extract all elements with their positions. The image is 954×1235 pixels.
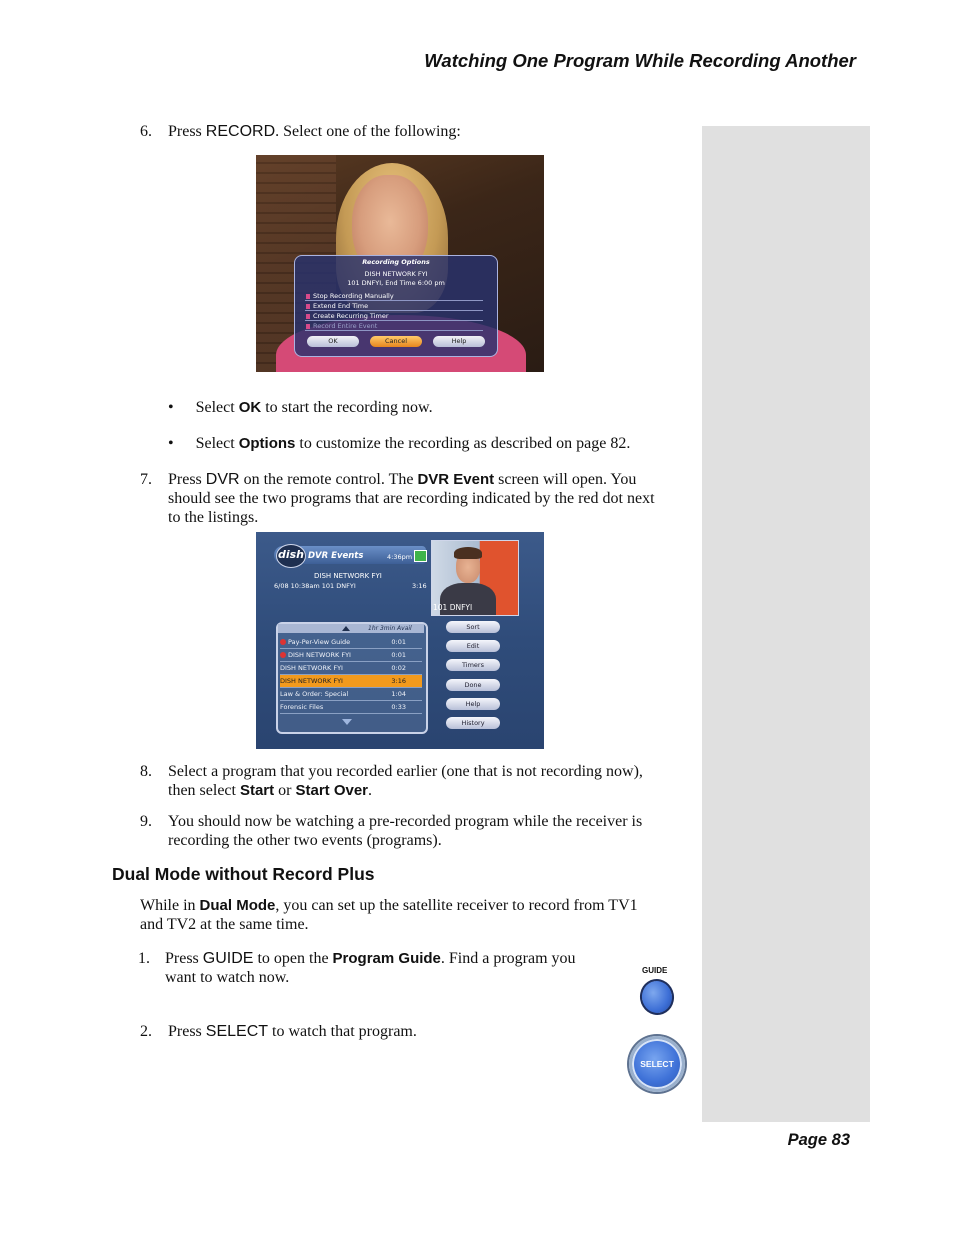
- scroll-down-icon[interactable]: [342, 719, 352, 725]
- dvr-events-screenshot: dish DVR Events 4:36pm DISH NETWORK FYI 6/08 10:38am 101 DNFYI 3:16 101 DNFYI 1hr 3min Avail Pay-Per-View Guide 0:01 DISH NETWORK FYI 0:01 DISH NETWORK FYI 0:02 DISH NETWORK FYI 3:16 Law & Order: Special 1:04 Forensic Files 0:33 Sort Edit Timers Done Help History: [256, 532, 544, 749]
- list-item[interactable]: DISH NETWORK FYI 0:01: [280, 649, 422, 662]
- step-number: 9.: [140, 813, 152, 830]
- step-6: 6. Press RECORD. Select one of the following:: [140, 123, 461, 140]
- guide-button-icon: [637, 976, 677, 1017]
- dual-step-2: 2. Press SELECT to watch that program.: [140, 1023, 417, 1040]
- recording-dot-icon: [280, 639, 286, 645]
- guide-label: GUIDE: [642, 966, 668, 975]
- margin-sidebar: [702, 126, 870, 1122]
- dual-step-1: 1. Press GUIDE to open the Program Guide. Find a program you want to watch now.: [138, 950, 576, 986]
- list-item[interactable]: DISH NETWORK FYI 0:02: [280, 662, 422, 675]
- help-button[interactable]: Help: [433, 336, 485, 347]
- recording-options-screenshot: [256, 155, 544, 372]
- list-item[interactable]: Pay-Per-View Guide 0:01: [280, 636, 422, 649]
- list-item[interactable]: Law & Order: Special 1:04: [280, 688, 422, 701]
- recording-dot-icon: [280, 652, 286, 658]
- help-button[interactable]: Help: [446, 698, 500, 710]
- scroll-up-icon[interactable]: [342, 626, 350, 631]
- list-item-selected[interactable]: DISH NETWORK FYI 3:16: [280, 675, 422, 688]
- dvr-events-title: DVR Events: [308, 551, 364, 561]
- sort-button[interactable]: Sort: [446, 621, 500, 633]
- history-button[interactable]: History: [446, 717, 500, 729]
- bullet-ok: • Select OK to start the recording now.: [168, 399, 433, 416]
- tv-icon: [414, 550, 427, 562]
- section-heading: Dual Mode without Record Plus: [112, 864, 375, 884]
- step-9: 9. You should now be watching a pre-recorded program while the receiver is recording the other two events (programs).: [140, 813, 643, 849]
- step-number: 7.: [140, 471, 152, 488]
- cancel-button[interactable]: Cancel: [370, 336, 422, 347]
- select-button-icon: SELECT: [629, 1036, 685, 1092]
- step-number: 2.: [140, 1023, 152, 1040]
- option-extend-end-time[interactable]: Extend End Time: [305, 302, 483, 311]
- recording-options-dialog: Recording Options DISH NETWORK FYI 101 DNFYI, End Time 6:00 pm Stop Recording Manually Extend End Time Create Recurring Timer Record Entire Event OK Cancel Help: [294, 255, 498, 357]
- dish-logo: dish: [276, 544, 306, 568]
- step-number: 8.: [140, 763, 152, 780]
- clock: 4:36pm: [387, 553, 413, 561]
- option-record-entire-event[interactable]: Record Entire Event: [305, 322, 483, 331]
- option-stop-recording[interactable]: Stop Recording Manually: [305, 292, 483, 301]
- step-8: 8. Select a program that you recorded earlier (one that is not recording now), then select Start or Start Over.: [140, 763, 643, 799]
- done-button[interactable]: Done: [446, 679, 500, 691]
- step-number: 1.: [138, 950, 150, 967]
- option-create-recurring-timer[interactable]: Create Recurring Timer: [305, 312, 483, 321]
- ok-button[interactable]: OK: [307, 336, 359, 347]
- step-number: 6.: [140, 123, 152, 140]
- timers-button[interactable]: Timers: [446, 659, 500, 671]
- bullet-options: • Select Options to customize the recording as described on page 82.: [168, 435, 631, 452]
- list-item[interactable]: Forensic Files 0:33: [280, 701, 422, 714]
- edit-button[interactable]: Edit: [446, 640, 500, 652]
- key-record: RECORD: [205, 123, 276, 140]
- section-intro: While in Dual Mode, you can set up the satellite receiver to record from TV1 and TV2 at the same time.: [140, 897, 638, 933]
- step-7: 7. Press DVR on the remote control. The DVR Event screen will open. You should see the two programs that are recording indicated by the red dot next to the listings.: [140, 471, 655, 526]
- running-header: Watching One Program While Recording Another: [424, 50, 856, 71]
- channel-label: 101 DNFYI: [433, 603, 473, 612]
- dialog-title: Recording Options: [362, 258, 430, 266]
- page-number: Page 83: [787, 1131, 850, 1149]
- available-time: 1hr 3min Avail: [368, 625, 412, 632]
